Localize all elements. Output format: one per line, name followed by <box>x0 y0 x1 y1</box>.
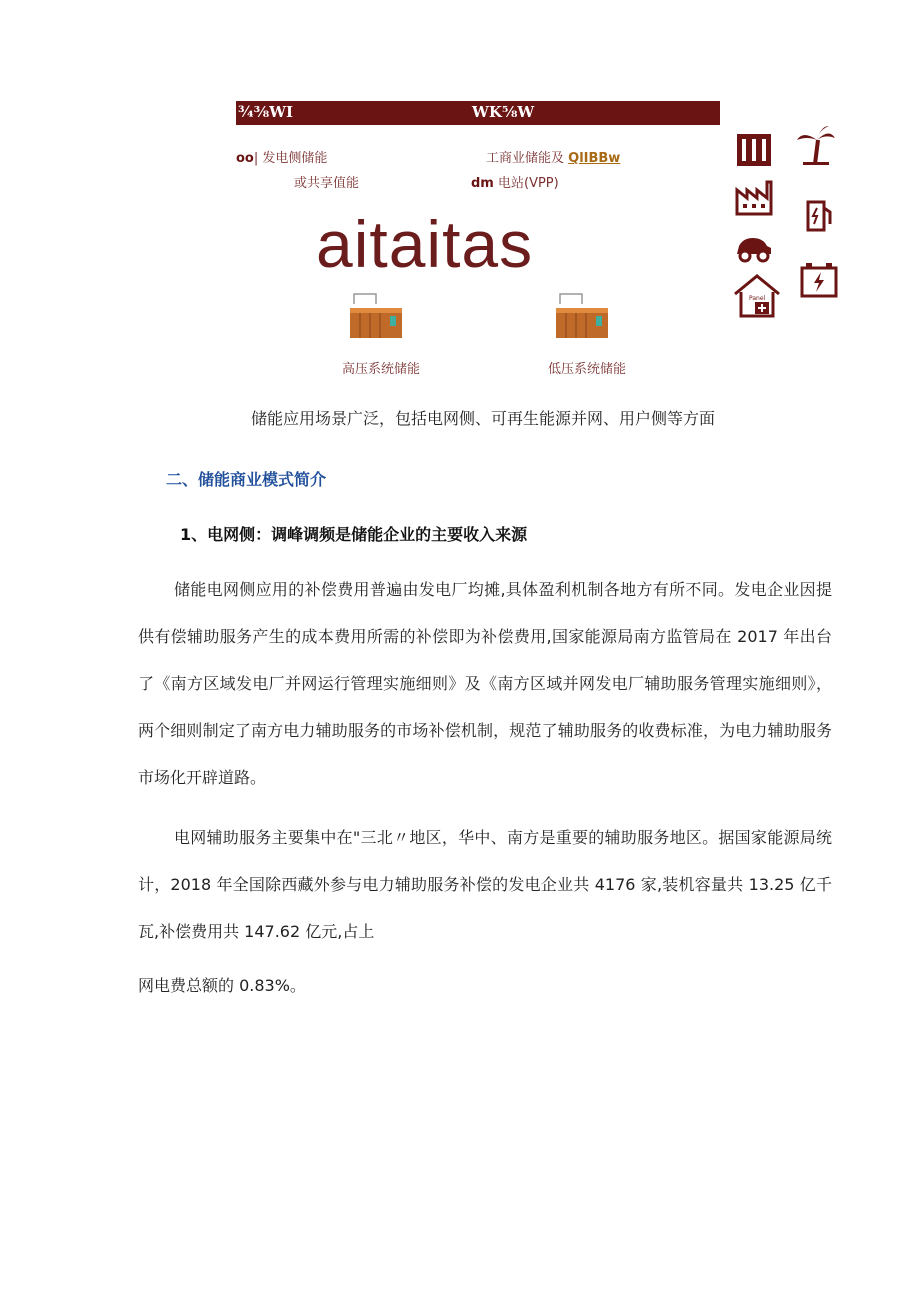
paragraph-text: 电网辅助服务主要集中在"三北〃地区，华中、南方是重要的辅助服务地区。据国家能源局统计，2018 年全国除西藏外参与电力辅助服务补偿的发电企业共 4176 家,装机容量共 13.25 亿千瓦,补偿费用共 147.62 亿元,占上 <box>138 828 832 941</box>
battery-cabinet-icon <box>346 290 410 342</box>
house-panel-label: Panel <box>749 295 766 302</box>
paragraph <box>138 566 832 801</box>
building-icon <box>733 126 775 168</box>
house-panel-icon <box>731 272 783 320</box>
label-generation-storage: oo| 发电侧储能 <box>236 151 328 166</box>
battery-cabinet-icon <box>552 290 616 342</box>
battery-icon <box>798 258 840 300</box>
paragraph <box>138 814 832 955</box>
figure-header-right: WK⅝W <box>472 103 535 121</box>
figure-big-text: aitaitas <box>316 207 534 281</box>
palm-tree-icon <box>795 124 837 166</box>
paragraph-text: 储能电网侧应用的补偿费用普遍由发电厂均摊,具体盈利机制各地方有所不同。发电企业因提供有偿辅助服务产生的成本费用所需的补偿即为补偿费用,国家能源局南方监管局在 2017 年出台了《南方区域发电厂并网运行管理实施细则》及《南方区域并网发电厂辅助服务管理实施细则》，两个细则制定了南方电力辅助服务的市场补偿机制，规范了辅助服务的收费标准，为电力辅助服务市场化开辟道路。 <box>138 580 832 787</box>
label-shared-storage: 或共享值能 <box>294 176 360 191</box>
charging-station-icon <box>798 192 840 234</box>
label-vpp: dm 电站(VPP) <box>471 176 559 191</box>
battery-low-label: 低压系统储能 <box>548 362 627 377</box>
battery-high-label: 高压系统储能 <box>342 362 421 377</box>
subheading: 1、电网侧：调峰调频是储能企业的主要收入来源 <box>180 525 528 544</box>
section-heading: 二、储能商业模式简介 <box>166 470 327 489</box>
car-icon <box>733 226 775 268</box>
paragraph-tail: 网电费总额的 0.83%。 <box>138 976 306 995</box>
figure-caption: 储能应用场景广泛，包括电网侧、可再生能源并网、用户侧等方面 <box>250 409 715 428</box>
factory-icon <box>733 176 775 218</box>
label-ci-storage: 工商业储能及 QlIBBw <box>486 151 621 166</box>
figure-header-left: ¾⅜WI <box>238 103 294 121</box>
